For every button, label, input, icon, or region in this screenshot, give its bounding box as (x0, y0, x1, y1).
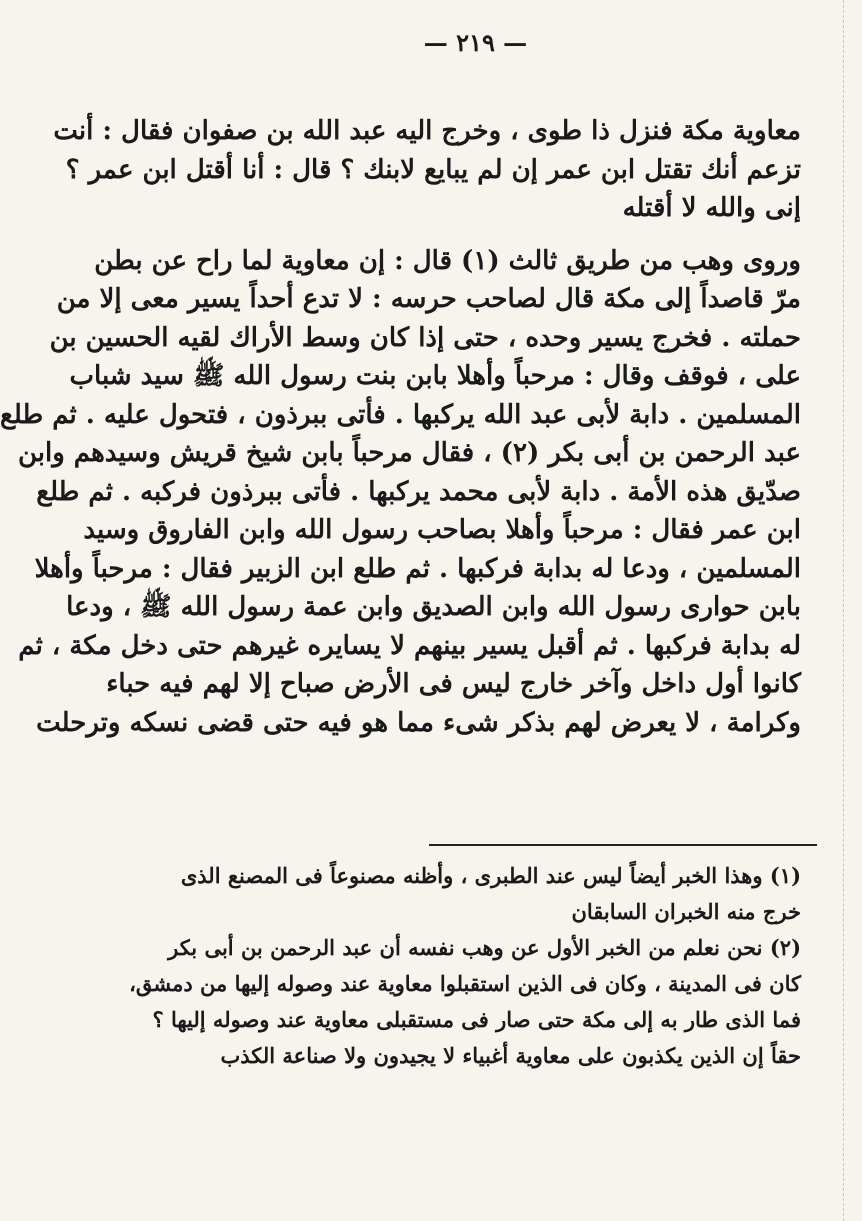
text-line: حملته . فخرج يسير وحده ، حتى إذا كان وسط الأراك لقيه الحسين بن (49, 322, 801, 353)
text-line: معاوية مكة فنزل ذا طوى ، وخرج اليه عبد الله بن صفوان فقال : أنت (53, 116, 801, 146)
footnote-separator (429, 844, 817, 846)
text-line: له بدابة فركبها . ثم أقبل يسير بينهم لا يسايره غيرهم حتى دخل مكة ، ثم (18, 630, 801, 661)
text-line: مرّ قاصداً إلى مكة قال لصاحب حرسه : لا تدع أحداً يسير معى إلا من (56, 284, 801, 314)
text-line: صدّيق هذه الأمة . دابة لأبى محمد يركبها . فأتى ببرذون فركبه . ثم طلع (36, 476, 801, 507)
text-line: المسلمين ، ودعا له بدابة فركبها . ثم طلع ابن الزبير فقال : مرحباً وأهلا (34, 553, 801, 584)
text-line: وكرامة ، لا يعرض لهم بذكر شىء مما هو فيه حتى قضى نسكه وترحلت (36, 707, 801, 738)
text-line: بابن حوارى رسول الله وابن الصديق وابن عمة رسول الله ﷺ ، ودعا (66, 592, 801, 622)
text-line: على ، فوقف وقال : مرحباً وأهلا بابن بنت رسول الله ﷺ سيد شباب (69, 361, 801, 391)
footnote-line: حقاً إن الذين يكذبون على معاوية أغبياء لا يجيدون ولا صناعة الكذب (220, 1043, 801, 1068)
page-number: — ٢١٩ — (423, 28, 528, 57)
text-line: وروى وهب من طريق ثالث (١) قال : إن معاوية لما راح عن بطن (94, 245, 801, 276)
text-line: المسلمين . دابة لأبى عبد الله يركبها . فأتى ببرذون ، فتحول عليه . ثم طلع (0, 399, 801, 430)
footnote-line: كان فى المدينة ، وكان فى الذين استقبلوا معاوية عند وصوله إليها من دمشق، (129, 971, 801, 996)
main-text (0, 112, 801, 742)
footnote-line: (١) وهذا الخبر أيضاً ليس عند الطبرى ، وأظنه مصنوعاً فى المصنع الذى (180, 863, 801, 888)
text-line: كانوا أول داخل وآخر خارج ليس فى الأرض صباح إلا لهم فيه حباء (106, 669, 801, 699)
paragraph-gap (181, 228, 801, 242)
footnotes (129, 858, 801, 1074)
text-line: ابن عمر فقال : مرحباً وأهلا بصاحب رسول الله وابن الفاروق وسيد (83, 515, 801, 545)
text-line: تزعم أنك تقتل ابن عمر إن لم يبايع لابنك ؟ قال : أنا أقتل ابن عمر ؟ (65, 154, 801, 185)
footnote-line: خرج منه الخبران السابقان (571, 899, 801, 924)
text-line: إنى والله لا أقتله (622, 193, 801, 223)
text-line: عبد الرحمن بن أبى بكر (٢) ، فقال مرحباً بابن شيخ قريش وسيدهم وابن (17, 438, 801, 468)
footnote-line: فما الذى طار به إلى مكة حتى صار فى مستقبلى معاوية عند وصوله إليها ؟ (152, 1007, 801, 1032)
page-edge-divider (843, 0, 844, 1221)
footnote-line: (٢) نحن نعلم من الخبر الأول عن وهب نفسه أن عبد الرحمن بن أبى بكر (168, 935, 801, 960)
